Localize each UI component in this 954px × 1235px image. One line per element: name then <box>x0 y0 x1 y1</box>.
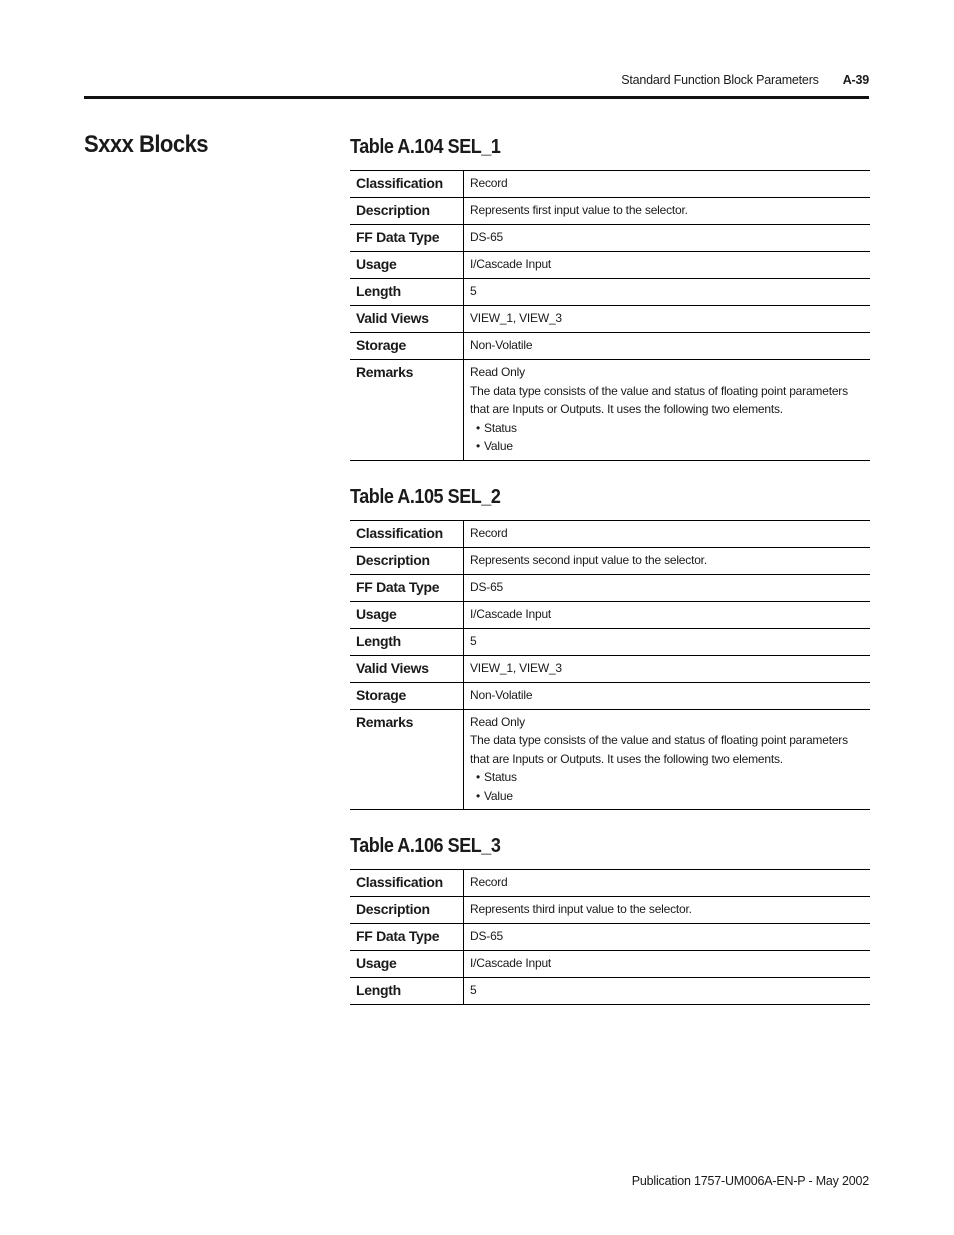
table-title: Table A.106 SEL_3 <box>350 835 501 857</box>
row-value: Represents first input value to the selector. <box>464 198 871 225</box>
table-sel-3 <box>350 832 870 1005</box>
table-row <box>350 252 870 279</box>
table-row <box>350 279 870 306</box>
parameter-table <box>350 170 870 461</box>
table-row <box>350 628 870 655</box>
parameter-table <box>350 869 870 1005</box>
row-value: I/Cascade Input <box>464 951 871 978</box>
table-row <box>350 547 870 574</box>
header-section-title: Standard Function Block Parameters <box>621 73 819 87</box>
table-sel-1 <box>350 133 870 461</box>
remarks-line: The data type consists of the value and status of floating point parameters <box>470 733 848 747</box>
row-value-remarks <box>464 360 871 461</box>
row-key: Valid Views <box>350 655 464 682</box>
row-key: Remarks <box>350 360 464 461</box>
row-key: Usage <box>350 951 464 978</box>
row-key: Length <box>350 628 464 655</box>
table-row <box>350 924 870 951</box>
row-key: Length <box>350 978 464 1005</box>
row-key: Storage <box>350 682 464 709</box>
remarks-line: that are Inputs or Outputs. It uses the following two elements. <box>470 751 783 766</box>
remarks-line: The data type consists of the value and status of floating point parameters <box>470 383 848 398</box>
header-rule <box>84 96 869 99</box>
table-row <box>350 601 870 628</box>
row-key: Valid Views <box>350 306 464 333</box>
header-page-number: A-39 <box>842 73 869 87</box>
parameter-table <box>350 520 870 811</box>
row-value: Record <box>464 870 871 897</box>
row-key: Usage <box>350 601 464 628</box>
tables-column <box>350 133 870 1005</box>
row-key: Description <box>350 897 464 924</box>
row-key: Description <box>350 198 464 225</box>
table-title: Table A.105 SEL_2 <box>350 485 501 508</box>
row-value-remarks <box>464 709 871 810</box>
table-row <box>350 897 870 924</box>
table-row-remarks <box>350 360 870 461</box>
remarks-bullet: • Value <box>470 437 864 456</box>
table-row <box>350 333 870 360</box>
row-value: Non-Volatile <box>464 333 871 360</box>
row-value: 5 <box>464 978 871 1005</box>
row-value: I/Cascade Input <box>464 601 871 628</box>
remarks-bullet: • Status <box>470 768 864 787</box>
row-value: DS-65 <box>464 574 871 601</box>
table-row <box>350 171 870 198</box>
row-key: Length <box>350 279 464 306</box>
row-value: VIEW_1, VIEW_3 <box>464 655 871 682</box>
row-key: FF Data Type <box>350 225 464 252</box>
row-value: Represents second input value to the selector. <box>464 547 871 574</box>
row-key: Remarks <box>350 709 464 810</box>
row-value: Represents third input value to the selector. <box>464 897 871 924</box>
remarks-bullet: • Status <box>470 419 864 438</box>
row-key: Classification <box>350 171 464 198</box>
page-footer: Publication 1757-UM006A-EN-P - May 2002 <box>631 1174 869 1188</box>
row-key: Description <box>350 547 464 574</box>
table-sel-2 <box>350 483 870 811</box>
table-row <box>350 978 870 1005</box>
section-title: Sxxx Blocks <box>84 131 209 158</box>
row-key: FF Data Type <box>350 924 464 951</box>
row-value: 5 <box>464 279 871 306</box>
table-row-remarks <box>350 709 870 810</box>
table-row <box>350 574 870 601</box>
row-value: Record <box>464 171 871 198</box>
table-row <box>350 225 870 252</box>
row-value: DS-65 <box>464 924 871 951</box>
row-value: VIEW_1, VIEW_3 <box>464 306 871 333</box>
row-key: FF Data Type <box>350 574 464 601</box>
table-row <box>350 520 870 547</box>
table-row <box>350 655 870 682</box>
table-row <box>350 306 870 333</box>
row-value: I/Cascade Input <box>464 252 871 279</box>
row-value: 5 <box>464 628 871 655</box>
table-row <box>350 951 870 978</box>
remarks-line: that are Inputs or Outputs. It uses the following two elements. <box>470 402 783 416</box>
row-key: Classification <box>350 870 464 897</box>
table-row <box>350 198 870 225</box>
table-title: Table A.104 SEL_1 <box>350 136 501 158</box>
row-value: DS-65 <box>464 225 871 252</box>
row-value: Record <box>464 520 871 547</box>
remarks-bullet: • Value <box>470 787 864 806</box>
table-row <box>350 870 870 897</box>
row-key: Classification <box>350 520 464 547</box>
page-header <box>621 73 869 87</box>
row-key: Storage <box>350 333 464 360</box>
remarks-line: Read Only <box>470 714 525 729</box>
row-key: Usage <box>350 252 464 279</box>
remarks-line: Read Only <box>470 365 525 379</box>
row-value: Non-Volatile <box>464 682 871 709</box>
table-row <box>350 682 870 709</box>
